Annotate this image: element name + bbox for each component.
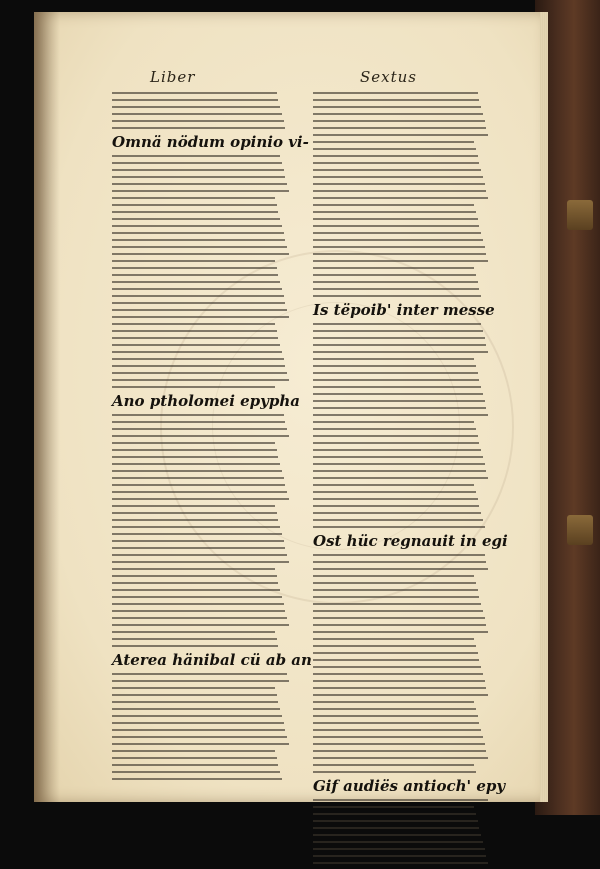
text-line [313, 596, 479, 598]
section-heading: Is tëpoib' inter messe [313, 301, 495, 319]
text-line [313, 834, 481, 836]
text-line [313, 449, 481, 451]
text-line [313, 470, 486, 472]
text-line [313, 512, 481, 514]
text-line [313, 344, 486, 346]
text-line [313, 519, 483, 521]
text-line [313, 526, 485, 528]
text-line [313, 722, 479, 724]
text-line [313, 442, 479, 444]
text-line [313, 666, 481, 668]
text-line [313, 456, 483, 458]
text-line [313, 358, 474, 360]
text-line [313, 491, 476, 493]
text-line [313, 246, 485, 248]
text-line [313, 813, 476, 815]
text-line [313, 330, 483, 332]
text-line [112, 379, 289, 381]
text-line [313, 393, 483, 395]
text-line [112, 547, 285, 549]
text-line [112, 568, 275, 570]
text-line [313, 337, 485, 339]
text-line [112, 232, 284, 234]
text-line [112, 260, 275, 262]
text-line [313, 267, 474, 269]
text-line [313, 582, 476, 584]
text-line [313, 127, 486, 129]
text-line [313, 708, 476, 710]
text-line [313, 120, 485, 122]
text-column-left [112, 92, 312, 785]
text-line [112, 281, 280, 283]
text-line [313, 799, 488, 801]
text-line [112, 589, 280, 591]
text-line [112, 575, 277, 577]
text-line [112, 211, 278, 213]
text-line [112, 372, 287, 374]
section-heading: Ost hüc regnauit in egi [313, 532, 508, 550]
text-line [313, 631, 488, 633]
text-line [313, 386, 481, 388]
text-line [313, 617, 485, 619]
text-column-right [313, 92, 508, 869]
text-line [313, 561, 486, 563]
text-line [112, 743, 289, 745]
text-line [313, 379, 479, 381]
text-line [112, 449, 277, 451]
clasp-upper [567, 200, 593, 230]
clasp-lower [567, 515, 593, 545]
text-line [112, 197, 275, 199]
text-line [313, 106, 481, 108]
text-line [112, 757, 277, 759]
text-line [112, 596, 282, 598]
text-line [313, 204, 474, 206]
text-line [112, 708, 280, 710]
text-line [112, 736, 287, 738]
text-line [112, 533, 282, 535]
running-head-right: Sextus [360, 68, 417, 86]
text-line [313, 673, 483, 675]
text-line [112, 645, 278, 647]
text-line [112, 204, 277, 206]
text-line [313, 99, 479, 101]
text-line [313, 505, 479, 507]
text-line [313, 757, 488, 759]
text-line [313, 211, 476, 213]
text-line [112, 526, 280, 528]
text-line [112, 505, 275, 507]
text-line [313, 848, 485, 850]
section-heading: Omnä nödum opinio vi- [112, 133, 309, 151]
text-line [112, 491, 287, 493]
text-line [313, 862, 488, 864]
text-line [313, 351, 488, 353]
text-line [112, 351, 282, 353]
text-line [313, 463, 485, 465]
text-line [313, 855, 486, 857]
text-line [313, 218, 478, 220]
text-line [112, 92, 277, 94]
text-line [313, 421, 474, 423]
text-line [112, 302, 285, 304]
text-line [313, 750, 486, 752]
text-line [112, 442, 275, 444]
text-line [112, 701, 278, 703]
text-line [112, 722, 284, 724]
text-line [112, 246, 287, 248]
text-line [313, 659, 479, 661]
text-line [112, 316, 289, 318]
text-line [313, 477, 488, 479]
text-line [313, 694, 488, 696]
text-line [112, 113, 282, 115]
text-line [313, 603, 481, 605]
text-line [112, 638, 277, 640]
text-line [112, 540, 284, 542]
text-line [112, 554, 287, 556]
text-line [313, 323, 481, 325]
text-line [112, 288, 282, 290]
text-line [313, 190, 486, 192]
text-line [112, 274, 278, 276]
text-line [112, 267, 277, 269]
text-line [313, 162, 479, 164]
section-heading: Aterea hänibal cü ab an [112, 651, 312, 669]
text-line [313, 407, 486, 409]
text-line [313, 687, 486, 689]
text-line [112, 673, 287, 675]
text-line [313, 232, 481, 234]
gutter-shadow [34, 12, 60, 802]
text-line [313, 764, 474, 766]
text-line [112, 694, 277, 696]
text-line [112, 729, 285, 731]
text-line [112, 169, 284, 171]
text-line [112, 99, 278, 101]
text-line [112, 162, 282, 164]
text-line [313, 155, 478, 157]
text-line [112, 218, 280, 220]
text-line [313, 568, 488, 570]
text-line [313, 400, 485, 402]
text-line [313, 638, 474, 640]
text-line [313, 225, 479, 227]
text-line [313, 652, 478, 654]
text-line [313, 134, 488, 136]
text-line [313, 771, 476, 773]
text-line [313, 498, 478, 500]
text-line [313, 820, 478, 822]
text-line [112, 624, 289, 626]
text-line [112, 323, 275, 325]
text-line [112, 561, 289, 563]
text-line [112, 456, 278, 458]
text-line [313, 484, 474, 486]
text-line [313, 183, 485, 185]
text-line [313, 715, 478, 717]
text-line [313, 729, 481, 731]
text-line [112, 428, 287, 430]
text-line [313, 288, 479, 290]
text-line [313, 701, 474, 703]
text-line [112, 771, 280, 773]
text-line [112, 337, 278, 339]
text-line [112, 253, 289, 255]
text-line [112, 603, 284, 605]
text-line [112, 610, 285, 612]
text-line [112, 239, 285, 241]
text-line [313, 141, 474, 143]
text-line [313, 113, 483, 115]
section-heading: Ano ptholomei epypha [112, 392, 300, 410]
text-line [112, 519, 278, 521]
text-line [313, 554, 485, 556]
text-line [313, 575, 474, 577]
text-line [313, 372, 478, 374]
text-line [112, 421, 285, 423]
text-line [112, 498, 289, 500]
text-line [313, 680, 485, 682]
text-line [313, 92, 478, 94]
text-line [112, 183, 287, 185]
text-line [313, 281, 478, 283]
text-line [313, 260, 488, 262]
text-line [313, 435, 478, 437]
text-line [313, 197, 488, 199]
text-line [313, 428, 476, 430]
text-line [112, 680, 289, 682]
text-line [313, 736, 483, 738]
text-line [112, 309, 287, 311]
text-line [313, 841, 483, 843]
section-heading: Gif audiës antioch' epy [313, 777, 506, 795]
text-line [313, 176, 483, 178]
text-line [112, 778, 282, 780]
text-line [313, 589, 478, 591]
text-line [313, 274, 476, 276]
text-line [112, 358, 284, 360]
text-line [313, 295, 481, 297]
text-line [112, 414, 284, 416]
running-head-left: Liber [150, 68, 196, 86]
text-line [112, 477, 284, 479]
text-line [313, 239, 483, 241]
text-line [313, 645, 476, 647]
text-line [313, 743, 485, 745]
text-line [313, 148, 476, 150]
text-line [112, 365, 285, 367]
text-line [313, 827, 479, 829]
text-line [313, 806, 474, 808]
text-line [112, 225, 282, 227]
text-line [112, 295, 284, 297]
text-line [313, 365, 476, 367]
text-line [112, 617, 287, 619]
text-line [112, 512, 277, 514]
text-line [112, 127, 285, 129]
text-line [112, 764, 278, 766]
text-line [112, 631, 275, 633]
text-line [112, 386, 275, 388]
text-line [112, 463, 280, 465]
text-line [313, 169, 481, 171]
text-line [112, 190, 289, 192]
text-line [112, 330, 277, 332]
text-line [112, 715, 282, 717]
text-line [112, 750, 275, 752]
text-line [112, 582, 278, 584]
text-line [112, 120, 284, 122]
text-line [112, 687, 275, 689]
text-line [112, 470, 282, 472]
text-line [112, 435, 289, 437]
text-line [112, 344, 280, 346]
text-line [112, 176, 285, 178]
text-line [313, 610, 483, 612]
text-line [313, 414, 488, 416]
text-line [112, 155, 280, 157]
text-line [112, 484, 285, 486]
text-line [313, 624, 486, 626]
text-line [313, 253, 486, 255]
text-line [112, 106, 280, 108]
